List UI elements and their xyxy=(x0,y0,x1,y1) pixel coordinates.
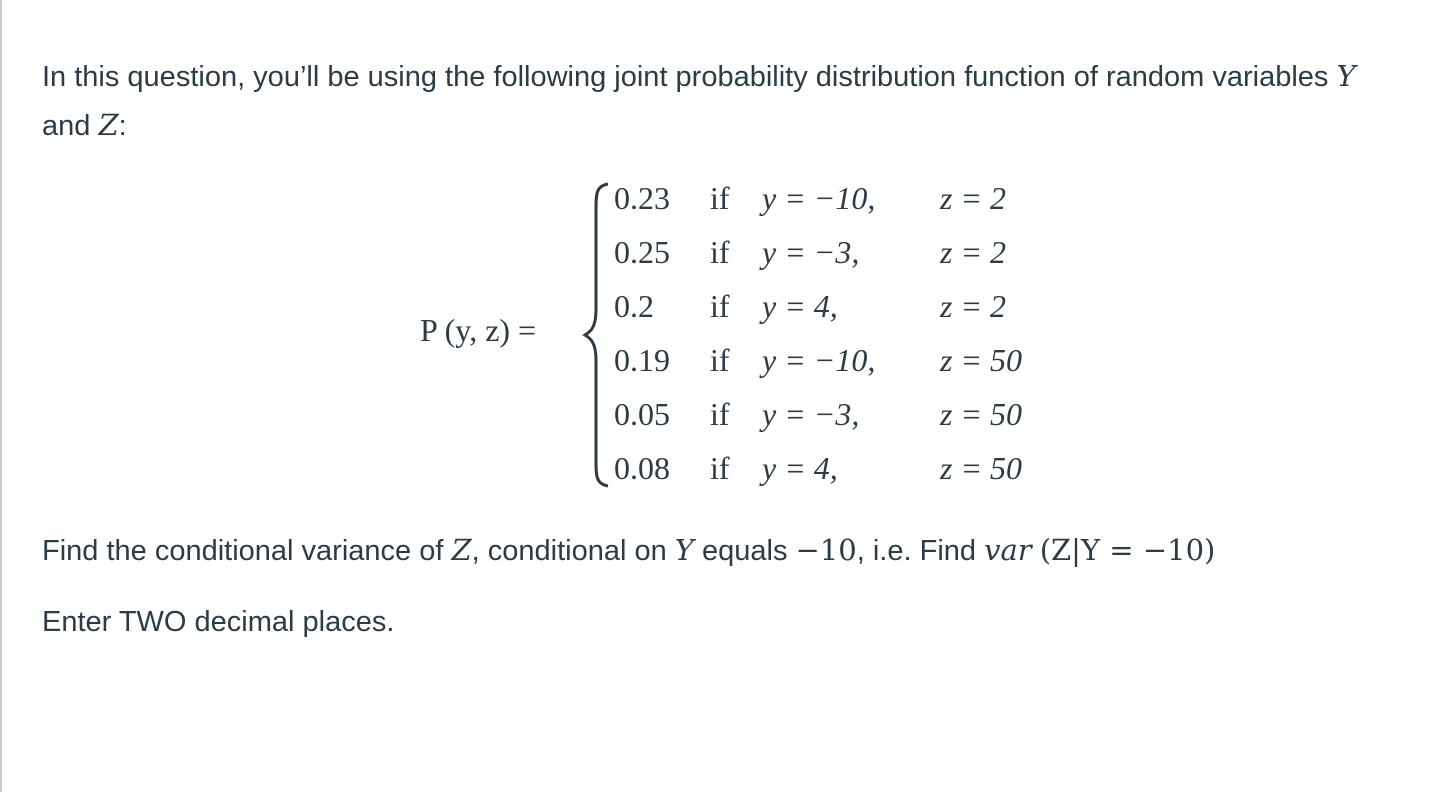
case-z-condition: z = 50 xyxy=(940,342,1023,378)
case-if: if xyxy=(710,450,730,486)
find-expr-rest: (Z|Y = −10) xyxy=(1039,533,1216,567)
equation-lhs: P (y, z) = xyxy=(420,312,537,348)
find-expr-var: var xyxy=(984,533,1032,567)
case-z-condition: z = 50 xyxy=(940,396,1023,432)
and-text: and xyxy=(42,110,91,142)
case-if: if xyxy=(710,180,730,216)
case-value: 0.23 xyxy=(614,180,670,216)
case-value: 0.19 xyxy=(614,342,670,378)
find-variable-y: Y xyxy=(674,533,694,567)
case-if: if xyxy=(710,288,730,324)
case-value: 0.2 xyxy=(614,288,654,324)
find-variable-z: Z xyxy=(451,533,472,567)
case-z-condition: z = 2 xyxy=(940,288,1007,324)
find-text-4: , i.e. Find xyxy=(856,535,977,567)
colon: : xyxy=(118,110,127,142)
find-value: −10 xyxy=(795,533,857,567)
left-brace xyxy=(582,180,612,490)
find-text-3: equals xyxy=(702,535,788,567)
instruction-text: Enter TWO decimal places. xyxy=(42,606,395,638)
intro-text: In this question, you’ll be using the following joint probability distribution function of random variables xyxy=(42,61,1329,93)
case-y-condition: y = 4, xyxy=(762,450,838,486)
case-y-condition: y = −10, xyxy=(762,180,876,216)
question-body xyxy=(42,52,1422,638)
case-value: 0.08 xyxy=(614,450,670,486)
joint-pdf-equation xyxy=(42,180,1422,500)
case-y-condition: y = −3, xyxy=(762,396,860,432)
intro-paragraph xyxy=(42,52,1362,150)
left-border xyxy=(0,0,2,792)
case-if: if xyxy=(710,396,730,432)
case-z-condition: z = 2 xyxy=(940,234,1007,270)
case-y-condition: y = −3, xyxy=(762,234,860,270)
case-value: 0.05 xyxy=(614,396,670,432)
case-value: 0.25 xyxy=(614,234,670,270)
find-text-2: , conditional on xyxy=(471,535,667,567)
case-z-condition: z = 2 xyxy=(940,180,1007,216)
case-z-condition: z = 50 xyxy=(940,450,1023,486)
variable-y: Y xyxy=(1336,59,1356,93)
case-y-condition: y = 4, xyxy=(762,288,838,324)
variable-z: Z xyxy=(98,108,119,142)
case-if: if xyxy=(710,234,730,270)
find-text-1: Find the conditional variance of xyxy=(42,535,444,567)
case-if: if xyxy=(710,342,730,378)
case-y-condition: y = −10, xyxy=(762,342,876,378)
find-paragraph xyxy=(42,526,1215,575)
